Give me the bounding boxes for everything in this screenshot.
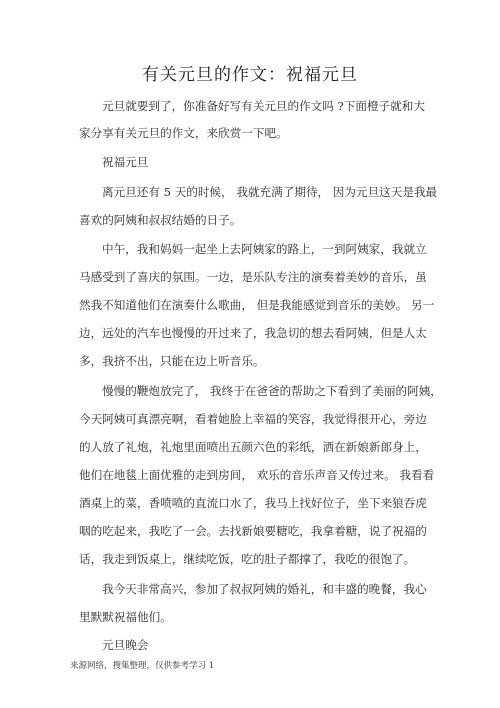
paragraph-line: 话，我走到饭桌上，继续吃饭，吃的肚子都撑了，我吃的很饱了。: [79, 552, 416, 566]
paragraph-line: 他们在地毯上面优雅的走到房间， 欢乐的音乐声音又传过来。 我看看: [79, 468, 435, 482]
paragraph-line: 酒桌上的菜，香喷喷的直流口水了，我马上找好位子，坐下来狼吞虎: [79, 496, 427, 510]
paragraph-line: 中午，我和妈妈一起坐上去阿姨家的路上，一到阿姨家，我就立: [102, 242, 427, 256]
section-heading: 祝福元旦: [102, 155, 149, 169]
page-footer: 来源网络，搜集整理，仅供参考学习 1: [70, 661, 215, 671]
paragraph-line: 咽的吃起来，我吃了一会。去找新娘要糖吃，我拿着糖，说了祝福的: [79, 524, 427, 538]
section-heading: 元旦晚会: [102, 638, 149, 652]
paragraph-line: 的人放了礼炮，礼炮里面喷出五颜六色的彩纸，洒在新娘新郎身上，: [79, 440, 427, 454]
paragraph-line: 慢慢的鞭炮放完了， 我终于在爸爸的帮助之下看到了美丽的阿姨，: [102, 384, 442, 398]
paragraph-line: 然我不知道他们在演奏什么歌曲， 但是我能感觉到音乐的美妙。 另一: [79, 298, 435, 312]
paragraph-line: 家分享有关元旦的作文，来欣赏一下吧。: [79, 126, 288, 140]
paragraph-line: 我今天非常高兴，参加了叔叔阿姨的婚礼，和丰盛的晚餐，我心: [102, 582, 427, 596]
document-title: 有关元旦的作文：祝福元旦: [142, 65, 358, 85]
paragraph-line: 马感受到了喜庆的氛围。一边，是乐队专注的演奏着美妙的音乐，虽: [79, 270, 427, 284]
paragraph-line: 离元旦还有 5 天的时候， 我就充满了期待， 因为元旦这天是我最: [102, 185, 438, 199]
paragraph-line: 元旦就要到了，你准备好写有关元旦的作文吗 ?下面橙子就和大: [102, 99, 425, 113]
paragraph-line: 多，我挤不出，只能在边上听音乐。: [79, 354, 265, 368]
paragraph-line: 边，远处的汽车也慢慢的开过来了，我急切的想去看阿姨，但是人太: [79, 326, 427, 340]
paragraph-line: 里默默祝福他们。: [79, 610, 172, 624]
paragraph-line: 今天阿姨可真漂亮啊，看着她脸上幸福的笑容，我觉得很开心，旁边: [79, 412, 427, 426]
paragraph-line: 喜欢的阿姨和叔叔结婚的日子。: [79, 213, 242, 227]
